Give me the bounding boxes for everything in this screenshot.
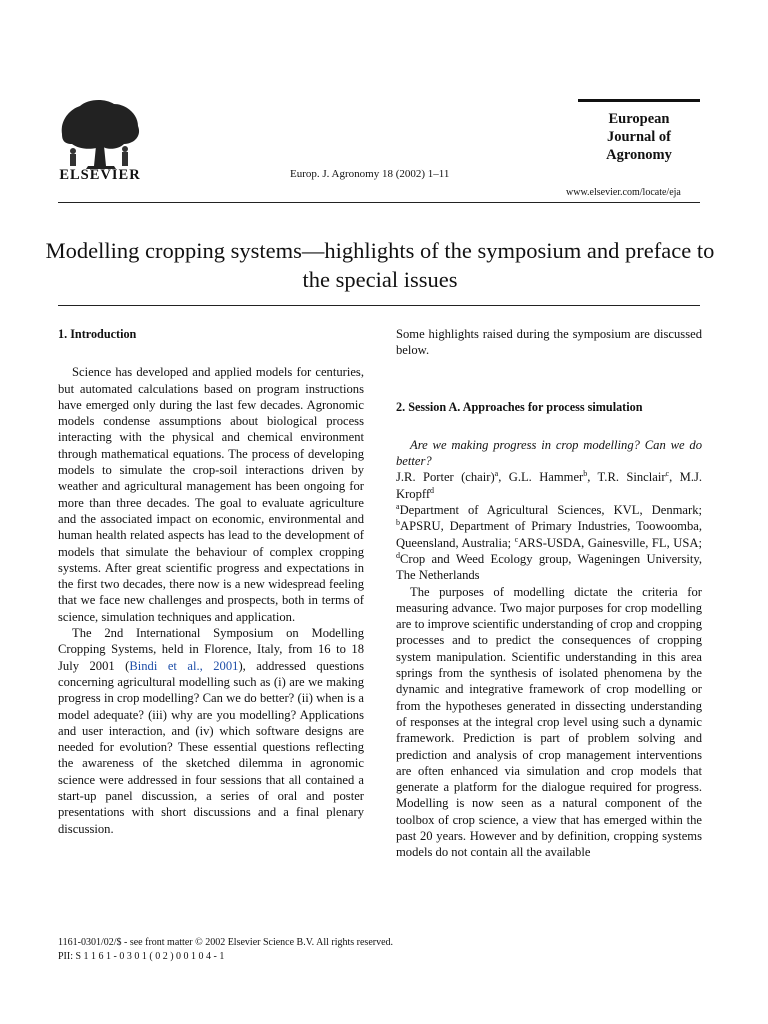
left-column <box>58 326 364 837</box>
copyright-line: 1161-0301/02/$ - see front matter © 2002 Elsevier Science B.V. All rights reserved. <box>58 937 394 948</box>
journal-name <box>578 110 700 164</box>
header-divider <box>58 202 700 203</box>
paragraph: The purposes of modelling dictate the criteria for measuring advance. Two major purposes for crop modelling are to improve scientific understanding of crop and cropping processes and to predict the consequences of cropping system manipulation. Scientific understanding in this area springs from the synthesis of isolated phenomena by the dynamic and integrative framework of crop modelling or from the hypotheses generated in dissecting understanding of responses at the integral crop level using such a dynamic framework. Prediction is part of problem solving and prediction and analysis of crop management interventions are often enhanced via simulation and crop models that generate a platform for the dialogue required for progress. Modelling is now seen as a natural component of the toolbox of crop science, a view that has emerged within the past 20 years. However and by definition, cropping systems models do not contain all the available <box>396 584 702 860</box>
journal-logo-box <box>578 99 700 180</box>
footer <box>58 936 393 964</box>
affiliation: Crop and Weed Ecology group, Wageningen University, The Netherlands <box>396 551 702 583</box>
section-heading: 2. Session A. Approaches for process simulation <box>396 399 643 414</box>
affiliation-mark: a <box>396 501 400 511</box>
journal-name-line: European <box>608 111 670 127</box>
session-question: Are we making progress in crop modelling? Can we do better? <box>396 437 702 469</box>
pii-line: PII: S 1 1 6 1 - 0 3 0 1 ( 0 2 ) 0 0 1 0 4 - 1 <box>58 951 225 962</box>
article-title: Modelling cropping systems—highlights of the symposium and preface to the special issues <box>45 238 715 292</box>
paragraph-text: ), addressed questions concerning agricultural modelling such as (i) are we making progress in crop modelling? Can we do better? (ii) when is a model adequate? (iii) why are you modelling? Applications and user interaction, and (iv) which software designs are needed for evolution? These essential questions reflecting the awareness of the sketched dilemma in agronomic science were addressed in four sessions that all contained a start-up panel discussion, a series of oral and poster presentations with short discussions and a final plenary discussion. <box>58 658 364 836</box>
author: , T.R. Sinclair <box>587 470 666 485</box>
section-heading: 1. Introduction <box>58 327 137 341</box>
author: , M.J. Kropff <box>396 470 703 501</box>
affiliation: APSRU, Department of Primary Industries, Toowoomba, Queensland, Australia; <box>396 519 702 550</box>
author: J.R. Porter (chair) <box>396 470 495 485</box>
affiliation: ARS-USDA, Gainesville, FL, USA; <box>518 535 702 550</box>
paragraph-text: The 2nd International Symposium on Modelling Cropping Systems, held in Florence, Italy, from 16 to 18 July 2001 ( <box>58 626 364 673</box>
affiliation-mark: a <box>494 469 499 479</box>
session-affiliations <box>396 502 702 583</box>
citation-link[interactable]: Bindi et al., 2001 <box>129 658 239 673</box>
affiliation-mark: c <box>514 534 519 544</box>
affiliation-mark: c <box>665 469 670 479</box>
journal-url[interactable]: www.elsevier.com/locate/eja <box>566 187 681 198</box>
affiliation-mark: d <box>396 550 400 560</box>
paragraph <box>58 625 364 837</box>
paragraph: Science has developed and applied models for centuries, but automated calculations based on program instructions have emerged only during the last few decades. Agronomic models condense assumptions about biological process interacting with the physical and chemical environment through mathematical equations. The process of developing models to simulate the crop-soil interactions driven by weather and agricultural management has been ongoing for more than three decades. The goal to evaluate agriculture and the associated impact on economic, environmental and human health related aspects has lead to the development of models that simulate the behaviour of complex cropping systems. After great scientific progress and expectations in the first two decades, there now is a new widespread feeling that we face new challenges and prospects, both in terms of science, simulation techniques and application. <box>58 365 364 624</box>
right-column <box>396 326 702 861</box>
author: , G.L. Hammer <box>498 470 584 485</box>
affiliation-mark: d <box>430 485 435 495</box>
journal-reference: Europ. J. Agronomy 18 (2002) 1–11 <box>290 168 450 180</box>
affiliation-mark: b <box>583 469 588 479</box>
tree-icon <box>58 96 142 170</box>
affiliation: Department of Agricultural Sciences, KVL, Denmark; <box>399 503 702 518</box>
paragraph: Some highlights raised during the symposium are discussed below. <box>396 327 702 358</box>
session-authors <box>396 469 702 502</box>
affiliation-mark: b <box>396 518 400 528</box>
title-divider <box>58 305 700 306</box>
journal-name-line: Journal of <box>606 129 672 145</box>
publisher-name: ELSEVIER <box>59 167 141 183</box>
journal-name-line: Agronomy <box>606 147 672 163</box>
